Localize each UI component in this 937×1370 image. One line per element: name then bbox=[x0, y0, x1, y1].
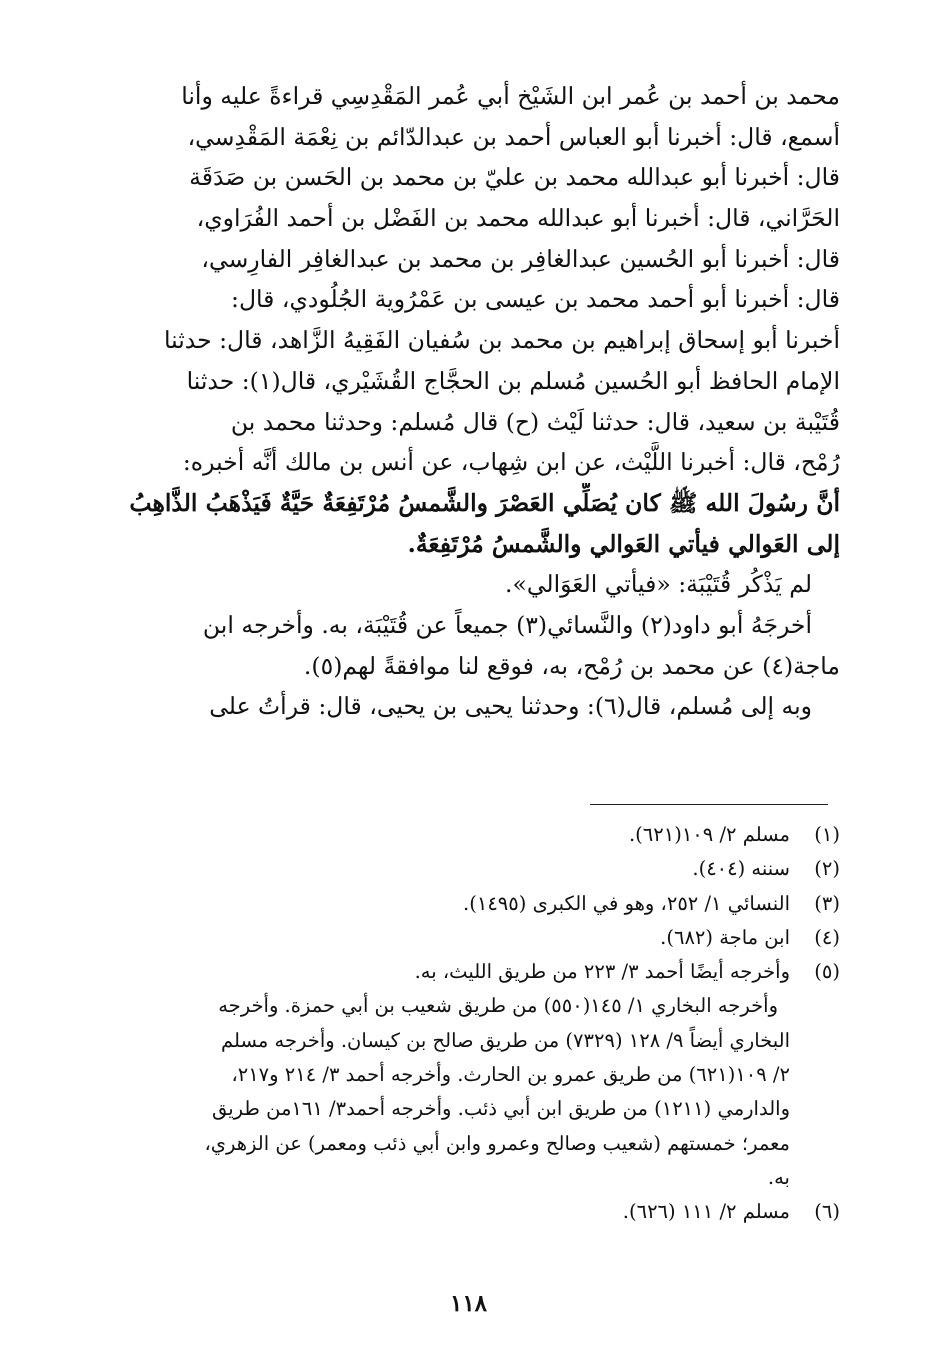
text-line: أخرجَهُ أبو داود(٢) والنَّسائي(٣) جميعاً عن قُتَيْبَة، به. وأخرجه ابن bbox=[202, 610, 812, 639]
footnote-number: (٤) bbox=[814, 925, 840, 949]
footnote-continuation-line: معمر؛ خمستهم (شعيب وصالح وعمرو وابن أبي ذئب ومعمر) عن الزهري، bbox=[204, 1131, 790, 1155]
text-line: قُتَيْبة بن سعيد، قال: حدثنا لَيْث (ح) قال مُسلم: وحدثنا محمد بن bbox=[230, 407, 840, 436]
footnote-3 bbox=[105, 887, 840, 921]
footnote-text: ابن ماجة (٦٨٢). bbox=[660, 925, 790, 949]
text-line: الحَرَّاني، قال: أخبرنا أبو عبدالله محمد بن الفَضْل بن أحمد الفُرَاوي، bbox=[196, 204, 840, 233]
footnote-number: (٢) bbox=[814, 857, 840, 881]
text-line: ماجة(٤) عن محمد بن رُمْح، به، فوقع لنا موافقةً لهم(٥). bbox=[303, 651, 840, 680]
footnote-number: (٣) bbox=[814, 891, 840, 915]
footnote-number: (١) bbox=[814, 823, 840, 846]
text-line: الإمام الحافظ أبو الحُسين مُسلم بن الحجَّاج القُشَيْري، قال(١): حدثنا bbox=[186, 366, 840, 395]
text-line: محمد بن أحمد بن عُمر ابن الشَيْخ أبي عُمر المَقْدِسِي قراءةً عليه وأنا bbox=[181, 82, 840, 110]
text-line: لم يَذْكُر قُتَيْبَة: «فيأتي العَوَالي». bbox=[504, 570, 812, 599]
footnote-text: وأخرجه أيضًا أحمد ٣/ ٢٢٣ من طريق الليث، به. bbox=[414, 960, 790, 984]
text-line: أنَّ رسُولَ الله ﷺ كان يُصَلِّي العَصْرَ والشَّمسُ مُرْتَفِعَةٌ حَيَّةٌ فَيَذْهَبُ الذَّاهِبُ bbox=[129, 488, 840, 517]
text-line: قال: أخبرنا أبو الحُسين عبدالغافِر بن محمد بن عبدالغافِر الفارِسي، bbox=[201, 244, 840, 273]
footnotes-block bbox=[105, 818, 840, 1230]
footnote-text: النسائي ١/ ٢٥٢، وهو في الكبرى (١٤٩٥). bbox=[463, 891, 790, 915]
footnote-4 bbox=[105, 921, 840, 955]
text-line: أخبرنا أبو إسحاق إبراهيم بن محمد بن سُفيان الفَقِيهُ الزَّاهد، قال: حدثنا bbox=[164, 326, 840, 355]
text-line: وبه إلى مُسلم، قال(٦): وحدثنا يحيى بن يحيى، قال: قرأتُ على bbox=[209, 692, 812, 721]
footnote-5 bbox=[105, 955, 840, 989]
footnote-continuation-line: وأخرجه البخاري ١/ ١٤٥(٥٥٠) من طريق شعيب بن أبي حمزة. وأخرجه bbox=[218, 994, 778, 1018]
text-line: قال: أخبرنا أبو أحمد محمد بن عيسى بن عَمْرُوية الجُلُودي، قال: bbox=[231, 285, 840, 314]
footnote-separator bbox=[590, 804, 828, 805]
footnote-text: مسلم ٢/ ١٠٩(٦٢١). bbox=[628, 823, 790, 846]
footnote-continuation-line: البخاري أيضاً ٩/ ١٢٨ (٧٣٢٩) من طريق صالح بن كيسان. وأخرجه مسلم bbox=[221, 1028, 790, 1052]
text-line: إلى العَوالي فيأتي العَوالي والشَّمسُ مُرْتَفِعَةٌ. bbox=[407, 529, 840, 558]
text-line: أسمع، قال: أخبرنا أبو العباس أحمد بن عبدالدّائم بن نِعْمَة المَقْدِسي، bbox=[187, 122, 840, 151]
footnote-number: (٦) bbox=[814, 1200, 840, 1224]
footnote-2 bbox=[105, 852, 840, 886]
footnote-text: مسلم ٢/ ١١١ (٦٢٦). bbox=[622, 1200, 790, 1224]
main-text-block bbox=[105, 76, 840, 727]
page-number: ١١٨ bbox=[449, 1290, 488, 1317]
footnote-continuation-line: ٢/ ١٠٩(٦٢١) من طريق عمرو بن الحارث. وأخرجه أحمد ٣/ ٢١٤ و٢١٧، bbox=[231, 1063, 790, 1087]
text-line: قال: أخبرنا أبو عبدالله محمد بن عليّ بن محمد بن الحَسن بن صَدَقَة bbox=[189, 163, 840, 192]
text-line: رُمْح، قال: أخبرنا اللَّيْث، عن ابن شِهاب، عن أنس بن مالك أنَّه أخبره: bbox=[182, 448, 840, 477]
footnote-5-continuation bbox=[105, 989, 840, 1195]
footnote-6 bbox=[105, 1195, 840, 1229]
footnote-list bbox=[105, 818, 840, 989]
footnote-text: سننه (٤٠٤). bbox=[692, 857, 790, 881]
footnote-continuation-line: به. bbox=[767, 1165, 790, 1189]
footnote-continuation-line: والدارمي (١٢١١) من طريق ابن أبي ذئب. وأخرجه أحمد٣/ ١٦١من طريق bbox=[211, 1097, 790, 1121]
footnote-1 bbox=[105, 818, 840, 852]
footnote-number: (٥) bbox=[814, 960, 840, 984]
